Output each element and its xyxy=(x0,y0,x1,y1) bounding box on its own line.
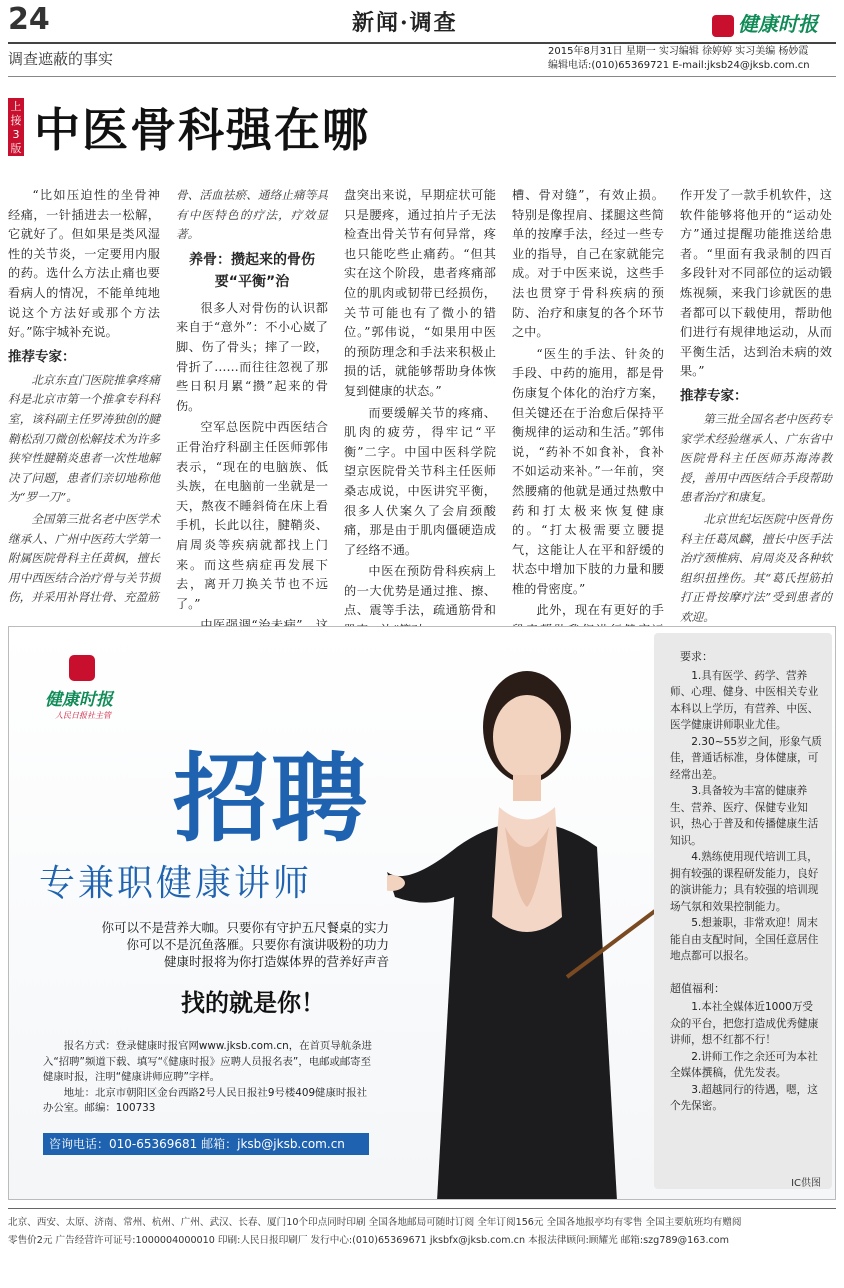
address-text: 地址：北京市朝阳区金台西路2号人民日报社9号楼409健康时报社办公室。邮编：100733 xyxy=(43,1086,368,1114)
paragraph: 作开发了一款手机软件，这软件能够将他开的“运动处方”通过提醒功能推送给患者。“里面有我录制的四百多段针对不同部位的运动锻炼视频，来我门诊就医的患者都可以下载使用，帮助他们进行有规律地运动，从而平衡生活，达到治未病的效果。” xyxy=(680,188,832,379)
ad-hotline: 咨询电话：010-65369681 邮箱：jksb@jksb.com.cn xyxy=(43,1133,369,1155)
column-name: 调查遮蔽的事实 xyxy=(8,50,114,68)
paragraph: 槽、骨对缝”，有效止损。特别是像捏肩、揉腿这些简单的按摩手法，经过一些专业的指导，自己在家就能完成。对于中医来说，这些手法也贯穿于骨科疾病的预防、治疗和康复的各个环节之中。 xyxy=(512,188,664,340)
photo-credit: IC供图 xyxy=(791,1178,821,1189)
page-number: 24 xyxy=(8,2,50,37)
expert-bio: 北京世纪坛医院中医骨伤科主任葛凤麟，擅长中医手法治疗颈椎病、肩周炎及各种软组织扭挫伤。其“葛氏捏筋拍打正骨按摩疗法”受到患者的欢迎。 xyxy=(680,511,832,624)
ad-requirements xyxy=(654,633,832,1189)
paragraph: 中医在预防骨科疾病上的一大优势是通过推、擦、点、震等手法，疏通筋骨和 xyxy=(344,564,496,618)
expert-bio: 北京东直门医院推拿疼痛科是北京市第一个推拿专科科室，该科副主任罗涛独创的腱鞘松刮刀微创松解技术为许多狭窄性腱鞘炎患者一次性地解决了问题，患者们亲切地称他为“罗一刀”。 xyxy=(8,372,160,505)
footer-line-2: 零售价2元 广告经营许可证号:1000004000010 印刷:人民日报印刷厂 发行中心:(010)65369671 jksbfx@jksb.com.cn 本报法律顾问:顾耀光 邮箱:szg789@163.com xyxy=(8,1235,730,1246)
brand-logo xyxy=(712,8,818,37)
continued-tag: 上接3版 xyxy=(8,98,24,156)
ad-call: 找的就是你！ xyxy=(181,988,325,1017)
presenter-illustration xyxy=(387,657,667,1200)
expert-bio-cont: 骨、活血祛瘀、通络止痛等具有中医特色的疗法，疗效显著。 xyxy=(176,188,328,242)
slogan-line: 你可以不是营养大咖。只要你有守护五尺餐桌的实力 xyxy=(101,920,389,935)
ad-slogan xyxy=(29,919,389,970)
paragraph: 盘突出来说，早期症状可能只是腰疼，通过拍片子无法检查出骨关节有何异常，疼也只能吃些止痛药。“但其实在这个阶段，患者疼痛部位的肌肉或韧带已经损伤，关节可能也有了微小的错位。”郭伟说，“如果用中医的预防理念和手法来积极止损的话，就能够帮助身体恢复到健康的状态。” xyxy=(344,188,496,398)
ad-signup xyxy=(43,1039,373,1117)
benefit-item: 1.本社全媒体近1000万受众的平台，把您打造成优秀健康讲师，想不红都不行！ xyxy=(670,1001,819,1046)
requirement-item: 2.30~55岁之间，形象气质佳，普通话标准，身体健康，可经常出差。 xyxy=(670,735,822,781)
ad-logo-icon xyxy=(69,655,95,681)
ad-logo-name: 健康时报 xyxy=(45,690,113,710)
recommend-heading: 推荐专家： xyxy=(680,387,748,404)
paragraph: “比如压迫性的坐骨神经痛，一针插进去一松解，它就好了。但如果是类风湿性的关节炎，一定要用内服的药。选什么方法止痛也要看病人的情况，不能单纯地说这个方法好或那个方法好。”陈宇城补充说。 xyxy=(8,188,160,340)
brand-name: 健康时报 xyxy=(738,12,818,36)
header-rule xyxy=(8,42,836,44)
paragraph: 而要缓解关节的疼痛、肌肉的疲劳，得牢记“平衡”二字。中国中医科学院望京医院骨关节科主任医师桑志成说，中医讲究平衡，很多人伏案久了会肩颈酸痛，那是由于肌肉僵硬造成了经络不通。 xyxy=(344,405,496,557)
footer-rule xyxy=(8,1208,836,1209)
requirement-item: 3.具备较为丰富的健康养生、营养、医疗、保健专业知识，热心于普及和传播健康生活知识。 xyxy=(670,785,819,847)
brand-logo-icon xyxy=(712,15,734,37)
header-rule-thin xyxy=(8,76,836,77)
paragraph: “医生的手法、针灸的手段、中药的施用，都是骨伤康复个体化的治疗方案，但关键还在于治愈后保持平衡规律的运动和生活。”郭伟说，“药补不如食补，食补不如运动来补。”一年前，突然腰痛的他就是通过热敷中药和打太极来恢复健康的。“打太极需要立腰提气，这能让人在平和舒缓的状态中增加下肢的力量和腰椎的骨密度。” xyxy=(512,346,664,596)
requirements-heading: 要求： xyxy=(680,650,713,663)
article-column-4 xyxy=(512,186,664,662)
slogan-line: 健康时报将为你打造媒体界的营养好声音 xyxy=(163,954,389,969)
article-column-2 xyxy=(176,186,328,677)
headline: 中医骨科强在哪 xyxy=(34,103,370,157)
issue-meta-line2: 编辑电话:(010)65369721 E-mail:jksb24@jksb.com.cn xyxy=(548,60,810,71)
requirement-item: 5.想兼职，非常欢迎！周末能自由支配时间，全国任意居住地点都可以报名。 xyxy=(670,917,819,962)
recruitment-ad xyxy=(8,626,836,1200)
ad-logo-sub: 人民日报社主管 xyxy=(55,711,111,720)
paragraph: 此外，现在有更好的手 xyxy=(536,603,664,618)
expert-bio: 第三批全国名老中医药专家学术经验继承人、广东省中医院骨科主任医师苏海涛教授，善用中西医结合手段帮助患者治疗和康复。 xyxy=(680,411,832,505)
section-title: 新闻·调查 xyxy=(352,10,458,36)
article-column-5 xyxy=(680,186,832,629)
subheading: 养骨：攒起来的骨伤要“平衡”治 xyxy=(189,251,315,290)
benefits-heading: 超值福利： xyxy=(670,981,725,995)
expert-bio: 全国第三批名老中医学术继承人、广州中医药大学第一附属医院骨科主任黄枫，擅长用中西医结合治疗骨与关节损伤，并采用补肾壮骨、充盈筋 xyxy=(8,511,160,605)
issue-meta xyxy=(548,45,810,73)
slogan-line: 你可以不是沉鱼落雁。只要你有演讲吸粉的功力 xyxy=(126,937,389,952)
ad-logo xyxy=(45,655,165,721)
paragraph: 很多人对骨伤的认识都来自于“意外”：不小心崴了脚、伤了骨头；摔了一跤，骨折了……而往往忽视了那些日积月累“攒”起来的骨伤。 xyxy=(176,300,328,413)
requirement-item: 1.具有医学、药学、营养师、心理、健身、中医相关专业本科以上学历，有营养、中医、医学健康讲师职业尤佳。 xyxy=(670,669,819,731)
recommend-heading: 推荐专家： xyxy=(8,348,76,365)
benefit-item: 3.超越同行的待遇，嗯，这个先保密。 xyxy=(670,1083,818,1112)
requirement-item: 4.熟练使用现代培训工具，拥有较强的课程研发能力，良好的演讲能力；具有较强的培训现场气氛和效果控制能力。 xyxy=(670,851,819,913)
article-column-1 xyxy=(8,186,160,610)
ad-big-title: 招聘 xyxy=(173,743,369,855)
footer-line-1: 北京、西安、太原、济南、常州、杭州、广州、武汉、长春、厦门10个印点同时印刷 全国各地邮局可随时订阅 全年订阅156元 全国各地报亭均有零售 全国主要航班均有赠阅 xyxy=(8,1217,742,1228)
ad-role: 专兼职健康讲师 xyxy=(39,863,313,904)
issue-meta-line1: 2015年8月31日 星期一 实习编辑 徐婷婷 实习美编 杨妙霞 xyxy=(548,46,809,57)
benefit-item: 2.讲师工作之余还可为本社全媒体撰稿，优先发表。 xyxy=(670,1050,818,1079)
article-column-3 xyxy=(344,186,496,643)
signup-text: 报名方式：登录健康时报官网www.jksb.com.cn，在首页导航条进入“招聘”频道下载、填写“《健康时报》应聘人员报名表”，电邮或邮寄至健康时报，注明“健康讲师应聘”字样。 xyxy=(43,1040,372,1083)
paragraph: 空军总医院中西医结合正骨治疗科副主任医师郭伟表示，“现在的电脑族、低头族，在电脑前一坐就是一天，熬夜不睡斜倚在床上看手机，长此以往，腱鞘炎、肩周炎等疾病就都找上门来。而这些病症再发展下去，离开刀换关节也不远了。” xyxy=(176,420,328,611)
